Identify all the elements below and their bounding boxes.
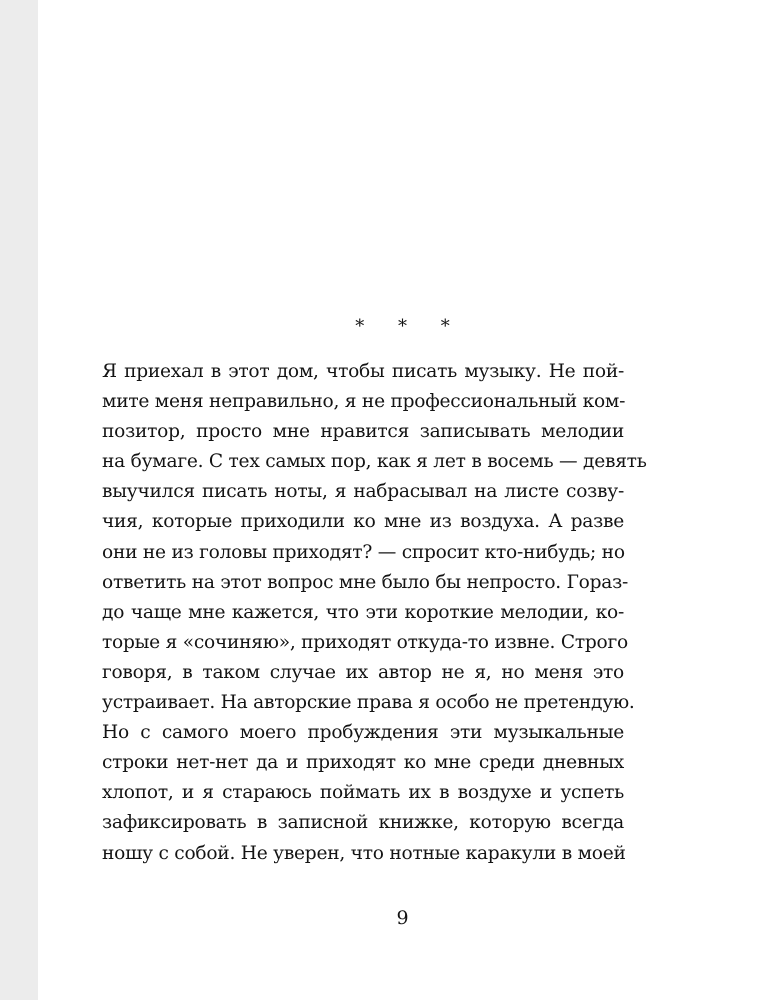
body-text bbox=[102, 357, 647, 869]
book-page bbox=[38, 0, 767, 1000]
text-line: ношу с собой. Не уверен, что нотные каракули в моей bbox=[102, 842, 626, 864]
text-line: торые я «сочиняю», приходят откуда-то извне. Строго bbox=[102, 631, 628, 653]
text-line: Я приехал в этот дом, чтобы писать музыку. Не пой- bbox=[102, 361, 624, 382]
text-line: Но с самого моего пробуждения эти музыкальные bbox=[102, 722, 624, 744]
text-line: устраивает. На авторские права я особо не претендую. bbox=[102, 692, 635, 714]
text-line: ответить на этот вопрос мне было бы непросто. Гораз- bbox=[102, 571, 629, 593]
text-line: позитор, просто мне нравится записывать мелодии bbox=[102, 421, 624, 443]
text-line: чия, которые приходили ко мне из воздуха. А разве bbox=[102, 511, 624, 533]
text-line: выучился писать ноты, я набрасывал на листе созву- bbox=[102, 481, 624, 503]
text-line: они не из головы приходят? — спросит кто-нибудь; но bbox=[102, 541, 625, 563]
text-line: строки нет-нет да и приходят ко мне среди дневных bbox=[102, 752, 624, 774]
text-line: хлопот, и я стараюсь поймать их в воздухе и успеть bbox=[102, 782, 624, 804]
text-line: до чаще мне кажется, что эти короткие мелодии, ко- bbox=[102, 601, 624, 623]
page-number: 9 bbox=[396, 907, 409, 929]
text-line: говоря, в таком случае их автор не я, но меня это bbox=[102, 661, 624, 683]
text-line: зафиксировать в записной книжке, которую всегда bbox=[102, 812, 624, 834]
text-line: на бумаге. С тех самых пор, как я лет в восемь — девять bbox=[102, 451, 647, 473]
text-line: мите меня неправильно, я не профессиональный ком- bbox=[102, 391, 626, 413]
section-separator: * * * bbox=[355, 316, 464, 337]
